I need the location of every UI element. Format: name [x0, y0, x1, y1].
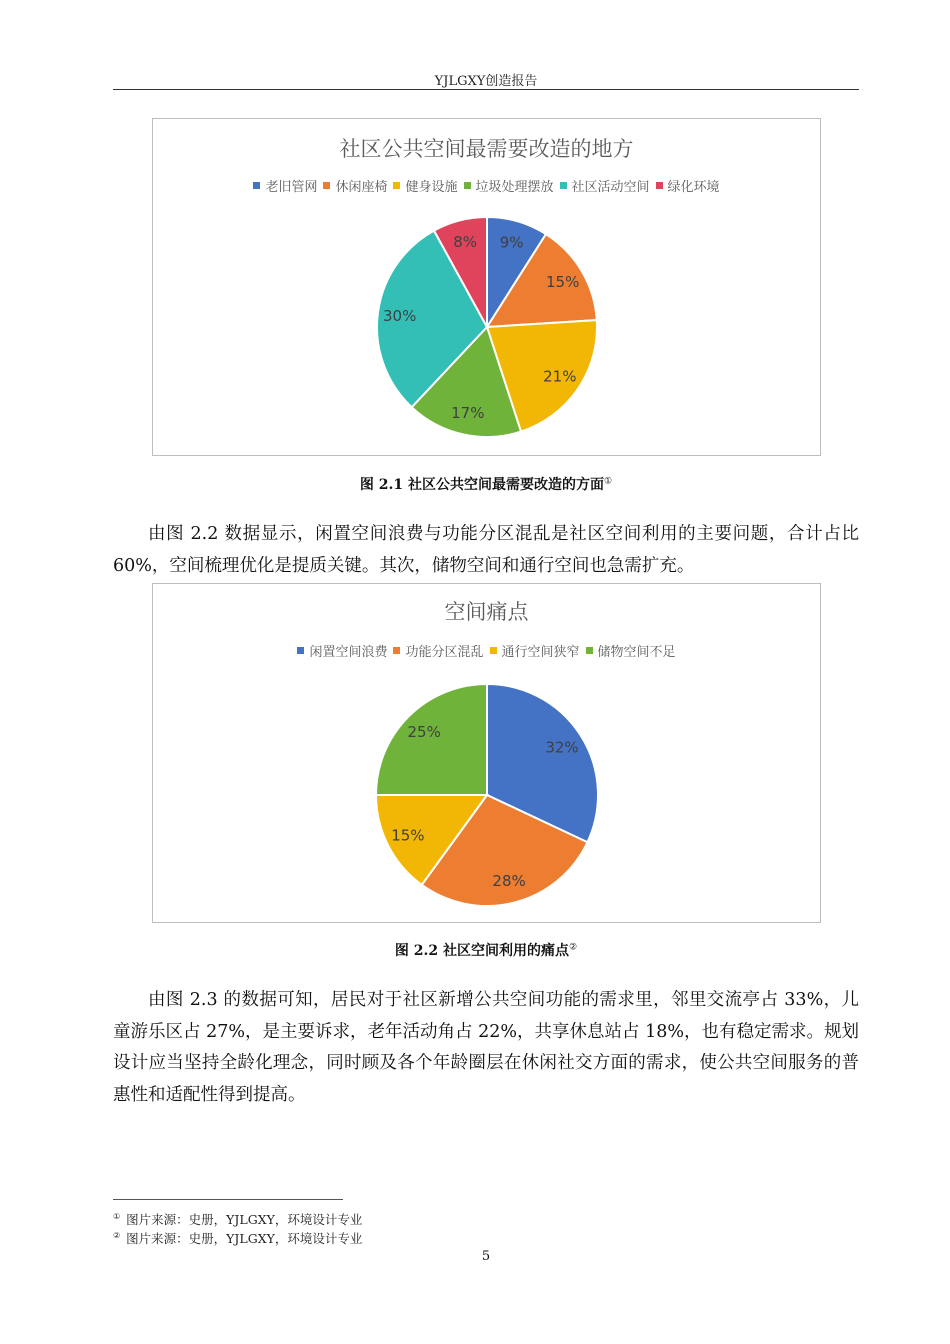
- chart-1-legend-item-1: [323, 176, 387, 195]
- chart-1-legend-swatch-3: [464, 182, 471, 189]
- header-rule: [113, 89, 859, 90]
- chart-2-legend-label-1: 功能分区混乱: [405, 645, 484, 660]
- chart-2-legend-item-0: [297, 641, 387, 660]
- chart-2-data-label-3: 25%: [407, 723, 441, 742]
- footnote-rule: [113, 1199, 343, 1200]
- chart-1-legend-label-2: 健身设施: [405, 180, 458, 195]
- page-header: YJLGXY创造报告: [434, 74, 538, 89]
- figure-2-2-note-mark: ②: [569, 942, 578, 953]
- figure-2-2-caption-text: 图 2.2 社区空间利用的痛点: [394, 943, 570, 959]
- paragraph-2: 由图 2.3 的数据可知，居民对于社区新增公共空间功能的需求里，邻里交流亭占 33%，儿童游乐区占 27%，是主要诉求，老年活动角占 22%，共享休息站占 18%，也有稳定需求。规划设计应当坚持全龄化理念，同时顾及各个年龄圈层在休闲社交方面的需求，使公共空间服务的普惠性和适配性得到提高。: [113, 990, 859, 1105]
- chart-2-legend-swatch-0: [297, 647, 304, 654]
- chart-1-legend: [153, 176, 820, 195]
- chart-1-legend-label-3: 垃圾处理摆放: [475, 180, 554, 195]
- chart-2-legend-swatch-1: [393, 647, 400, 654]
- chart-1-legend-item-4: [560, 176, 650, 195]
- chart-1-data-label-5: 8%: [453, 232, 477, 251]
- chart-2-legend-swatch-3: [586, 647, 593, 654]
- chart-1-data-label-2: 21%: [543, 367, 577, 386]
- chart-2-title: 空间痛点: [444, 600, 529, 624]
- pie-chart-space-pain-points: [152, 583, 821, 923]
- chart-2-legend-label-3: 储物空间不足: [597, 645, 676, 660]
- pie-chart-2-svg: [153, 584, 820, 922]
- chart-1-legend-item-0: [253, 176, 317, 195]
- chart-1-legend-swatch-4: [560, 182, 567, 189]
- chart-1-legend-swatch-5: [656, 182, 663, 189]
- chart-1-title: 社区公共空间最需要改造的地方: [339, 137, 634, 161]
- chart-1-legend-swatch-0: [253, 182, 260, 189]
- footnote-1-text: 图片来源：史册，YJLGXY，环境设计专业: [126, 1212, 363, 1227]
- chart-2-data-label-0: 32%: [545, 738, 579, 757]
- chart-1-data-label-1: 15%: [546, 273, 580, 292]
- chart-2-legend-item-3: [586, 641, 676, 660]
- chart-2-legend-item-1: [393, 641, 483, 660]
- chart-1-legend-item-5: [656, 176, 720, 195]
- figure-2-1-caption-text: 图 2.1 社区公共空间最需要改造的方面: [359, 477, 605, 493]
- figure-2-1-note-mark: ①: [604, 476, 613, 487]
- chart-2-legend: [153, 641, 820, 660]
- chart-1-legend-item-3: [464, 176, 554, 195]
- chart-2-legend-label-2: 通行空间狭窄: [501, 645, 580, 660]
- chart-1-legend-label-4: 社区活动空间: [571, 180, 650, 195]
- chart-1-legend-label-0: 老旧管网: [265, 180, 318, 195]
- figure-2-1-caption: [113, 474, 859, 494]
- figure-2-2-caption: [113, 940, 859, 960]
- footnote-2-text: 图片来源：史册，YJLGXY，环境设计专业: [126, 1231, 363, 1246]
- chart-1-data-label-3: 17%: [451, 403, 485, 422]
- chart-2-legend-item-2: [490, 641, 580, 660]
- pie-chart-renovation-needs: [152, 118, 821, 456]
- footnote-1: [113, 1210, 362, 1228]
- chart-1-legend-swatch-2: [393, 182, 400, 189]
- chart-1-legend-label-5: 绿化环境: [667, 180, 720, 195]
- chart-2-legend-label-0: 闲置空间浪费: [309, 645, 388, 660]
- footnote-2-mark: ②: [113, 1230, 121, 1240]
- chart-1-data-label-0: 9%: [499, 233, 524, 252]
- footnote-1-mark: ①: [113, 1211, 121, 1221]
- chart-2-data-label-1: 28%: [492, 872, 526, 890]
- footnote-2: [113, 1229, 362, 1247]
- chart-1-legend-item-2: [393, 176, 457, 195]
- chart-2-data-label-2: 15%: [391, 826, 425, 845]
- chart-1-legend-label-1: 休闲座椅: [335, 180, 388, 195]
- pie-chart-1-svg: [153, 119, 820, 455]
- chart-1-legend-swatch-1: [323, 182, 330, 189]
- chart-1-data-label-4: 30%: [383, 307, 417, 325]
- chart-2-legend-swatch-2: [490, 647, 497, 654]
- paragraph-1: 由图 2.2 数据显示，闲置空间浪费与功能分区混乱是社区空间利用的主要问题，合计占比 60%，空间梳理优化是提质关键。其次，储物空间和通行空间也急需扩充。: [113, 524, 859, 576]
- page-number: 5: [481, 1249, 491, 1264]
